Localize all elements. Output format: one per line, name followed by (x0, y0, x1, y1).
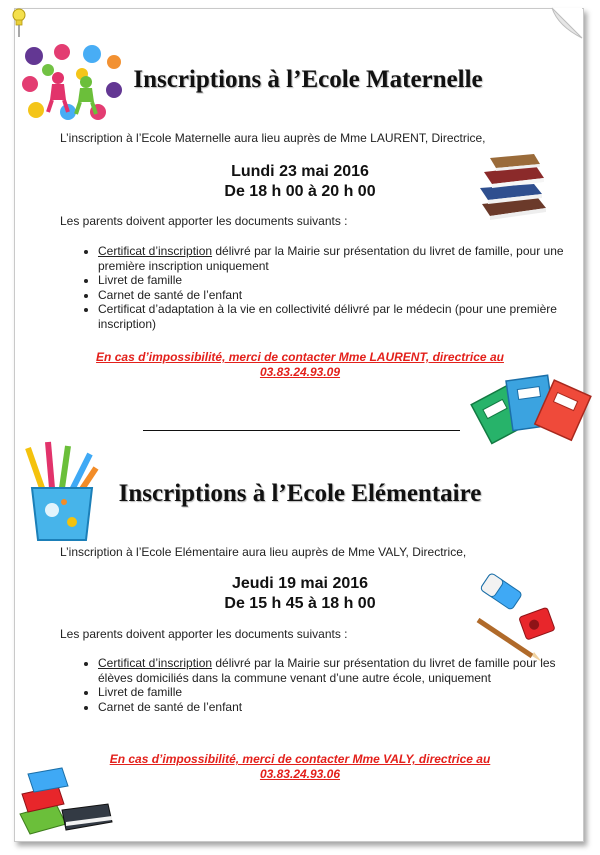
date-maternelle: Lundi 23 mai 2016 (231, 163, 369, 180)
list-item: • Certificat d’adaptation à la vie en collectivité délivré par le médecin (pour une première inscription) (98, 302, 578, 331)
section-title-elementaire: Inscriptions à l’Ecole Elémentaire (118, 480, 482, 507)
section-divider (143, 430, 460, 431)
date-elementaire: Jeudi 19 mai 2016 (231, 575, 369, 592)
notebooks-icon (470, 372, 590, 448)
docs-list-maternelle (66, 244, 578, 331)
time-maternelle: De 18 h 00 à 20 h 00 (224, 183, 376, 200)
page-curl-icon (552, 8, 584, 48)
intro-elementaire: L’inscription à l’Ecole Elémentaire aura lieu auprès de Mme VALY, Directrice, (60, 545, 467, 559)
section-title-maternelle: Inscriptions à l’Ecole Maternelle (133, 66, 483, 93)
pushpin-icon (11, 8, 27, 38)
warning-maternelle: En cas d’impossibilité, merci de contacter Mme LAURENT, directrice au (96, 350, 504, 364)
pencil-eraser-sharpener-icon (472, 580, 564, 662)
time-elementaire: De 15 h 45 à 18 h 00 (224, 595, 376, 612)
list-item: • Livret de famille (98, 273, 578, 288)
list-item: • Carnet de santé de l’enfant (98, 288, 578, 303)
docs-lead-elementaire: Les parents doivent apporter les documents suivants : (60, 627, 348, 641)
phone-maternelle: 03.83.24.93.09 (259, 365, 341, 379)
docs-lead-maternelle: Les parents doivent apporter les documents suivants : (60, 214, 348, 228)
books-stack-icon (476, 154, 552, 222)
list-item: • Certificat d’inscription délivré par la Mairie sur présentation du livret de famille, pour une première inscription uniquement (98, 244, 578, 273)
intro-maternelle: L’inscription à l’Ecole Maternelle aura lieu auprès de Mme LAURENT, Directrice, (60, 131, 486, 145)
list-item: • Carnet de santé de l’enfant (98, 700, 578, 715)
warning-elementaire: En cas d’impossibilité, merci de contacter Mme VALY, directrice au (109, 752, 491, 766)
docs-list-elementaire (66, 656, 578, 714)
phone-elementaire: 03.83.24.93.06 (259, 767, 341, 781)
list-item: • Certificat d’inscription délivré par la Mairie sur présentation du livret de famille pour les élèves domiciliés dans la commune venant d’une autre école, uniquement (98, 656, 578, 685)
list-item: • Livret de famille (98, 685, 578, 700)
books-pile-icon (16, 764, 116, 836)
